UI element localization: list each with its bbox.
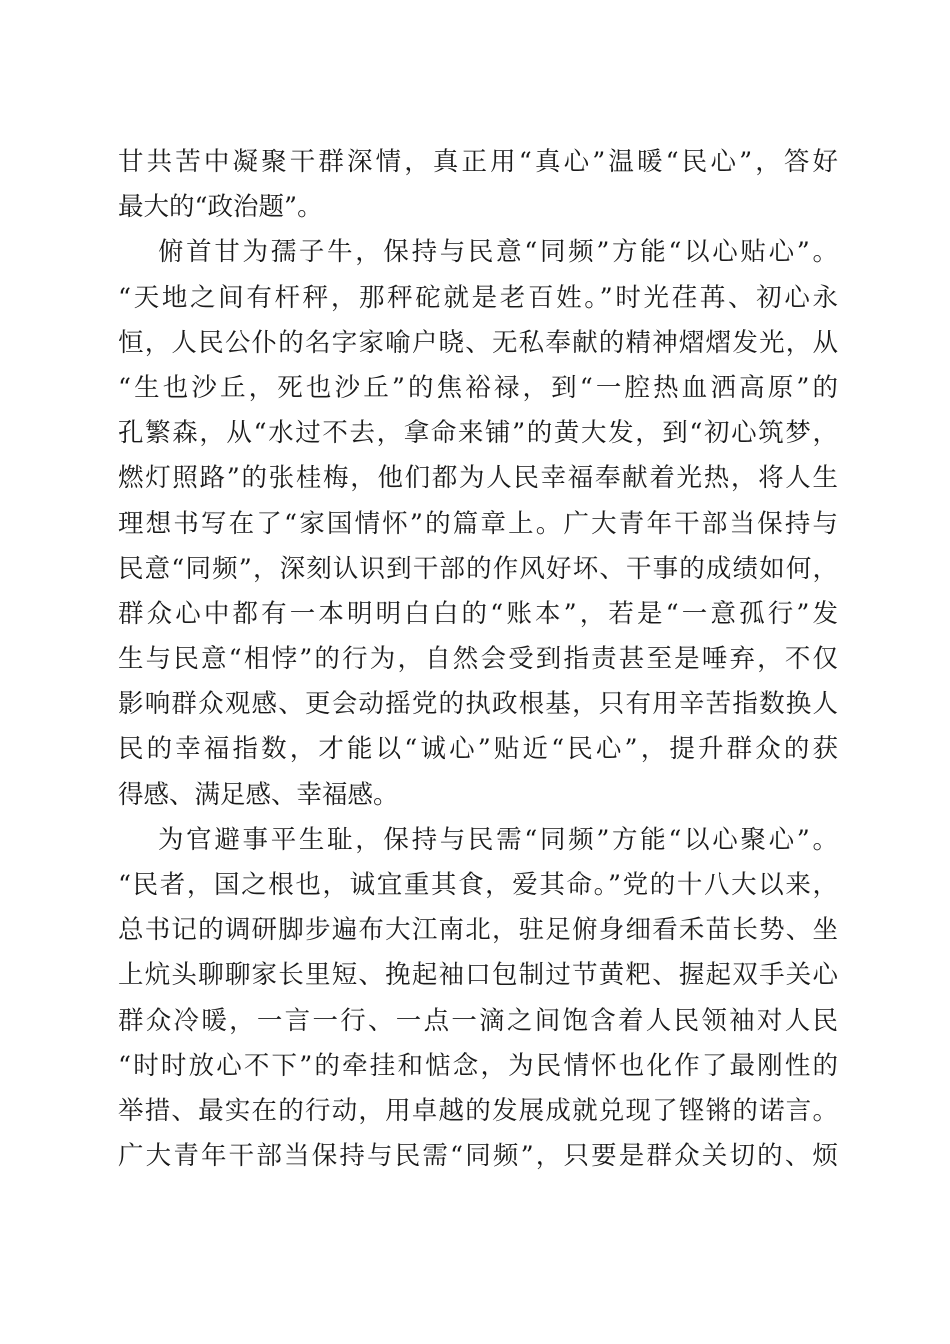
text-line: “时时放心不下”的牵挂和惦念，为民情怀也化作了最刚性的 <box>118 1050 838 1081</box>
text-line: 影响群众观感、更会动摇党的执政根基，只有用辛苦指数换人 <box>118 689 838 720</box>
text-line: 广大青年干部当保持与民需“同频”，只要是群众关切的、烦 <box>118 1141 838 1172</box>
text-line: 总书记的调研脚步遍布大江南北，驻足俯身细看禾苗长势、坐 <box>118 915 838 946</box>
text-line: 民意“同频”，深刻认识到干部的作风好坏、干事的成绩如何， <box>118 553 838 584</box>
text-line: 生与民意“相悖”的行为，自然会受到指责甚至是唾弃，不仅 <box>118 644 838 675</box>
text-line: 理想书写在了“家国情怀”的篇章上。广大青年干部当保持与 <box>118 508 838 539</box>
text-line: 群众心中都有一本明明白白的“账本”，若是“一意孤行”发 <box>118 598 838 629</box>
article-body <box>118 140 838 1179</box>
text-line: 举措、最实在的行动，用卓越的发展成就兑现了铿锵的诺言。 <box>118 1095 838 1126</box>
text-line: “民者，国之根也，诚宜重其食，爱其命。”党的十八大以来， <box>118 870 838 900</box>
text-line: 最大的“政治题”。 <box>118 192 323 223</box>
text-line: 孔繁森，从“水过不去，拿命来铺”的黄大发，到“初心筑梦， <box>118 418 838 449</box>
paragraph-first-line: 为官避事平生耻，保持与民需“同频”方能“以心聚心”。 <box>158 824 838 855</box>
text-line: “生也沙丘，死也沙丘”的焦裕禄，到“一腔热血洒高原”的 <box>118 372 838 403</box>
text-line: 甘共苦中凝聚干群深情，真正用“真心”温暖“民心”，答好 <box>118 147 838 177</box>
text-line: 民的幸福指数，才能以“诚心”贴近“民心”，提升群众的获 <box>118 734 838 765</box>
paragraph-first-line: 俯首甘为孺子牛，保持与民意“同频”方能“以心贴心”。 <box>158 237 838 268</box>
text-line: 得感、满足感、幸福感。 <box>118 779 399 810</box>
text-line: 群众冷暖，一言一行、一点一滴之间饱含着人民领袖对人民 <box>118 1005 838 1036</box>
text-line: 上炕头聊聊家长里短、挽起袖口包制过节黄粑、握起双手关心 <box>118 960 838 991</box>
text-line: 恒，人民公仆的名字家喻户晓、无私奉献的精神熠熠发光，从 <box>118 327 838 358</box>
text-line: 燃灯照路”的张桂梅，他们都为人民幸福奉献着光热，将人生 <box>118 463 838 494</box>
text-line: “天地之间有杆秤，那秤砣就是老百姓。”时光荏苒、初心永 <box>118 282 838 313</box>
